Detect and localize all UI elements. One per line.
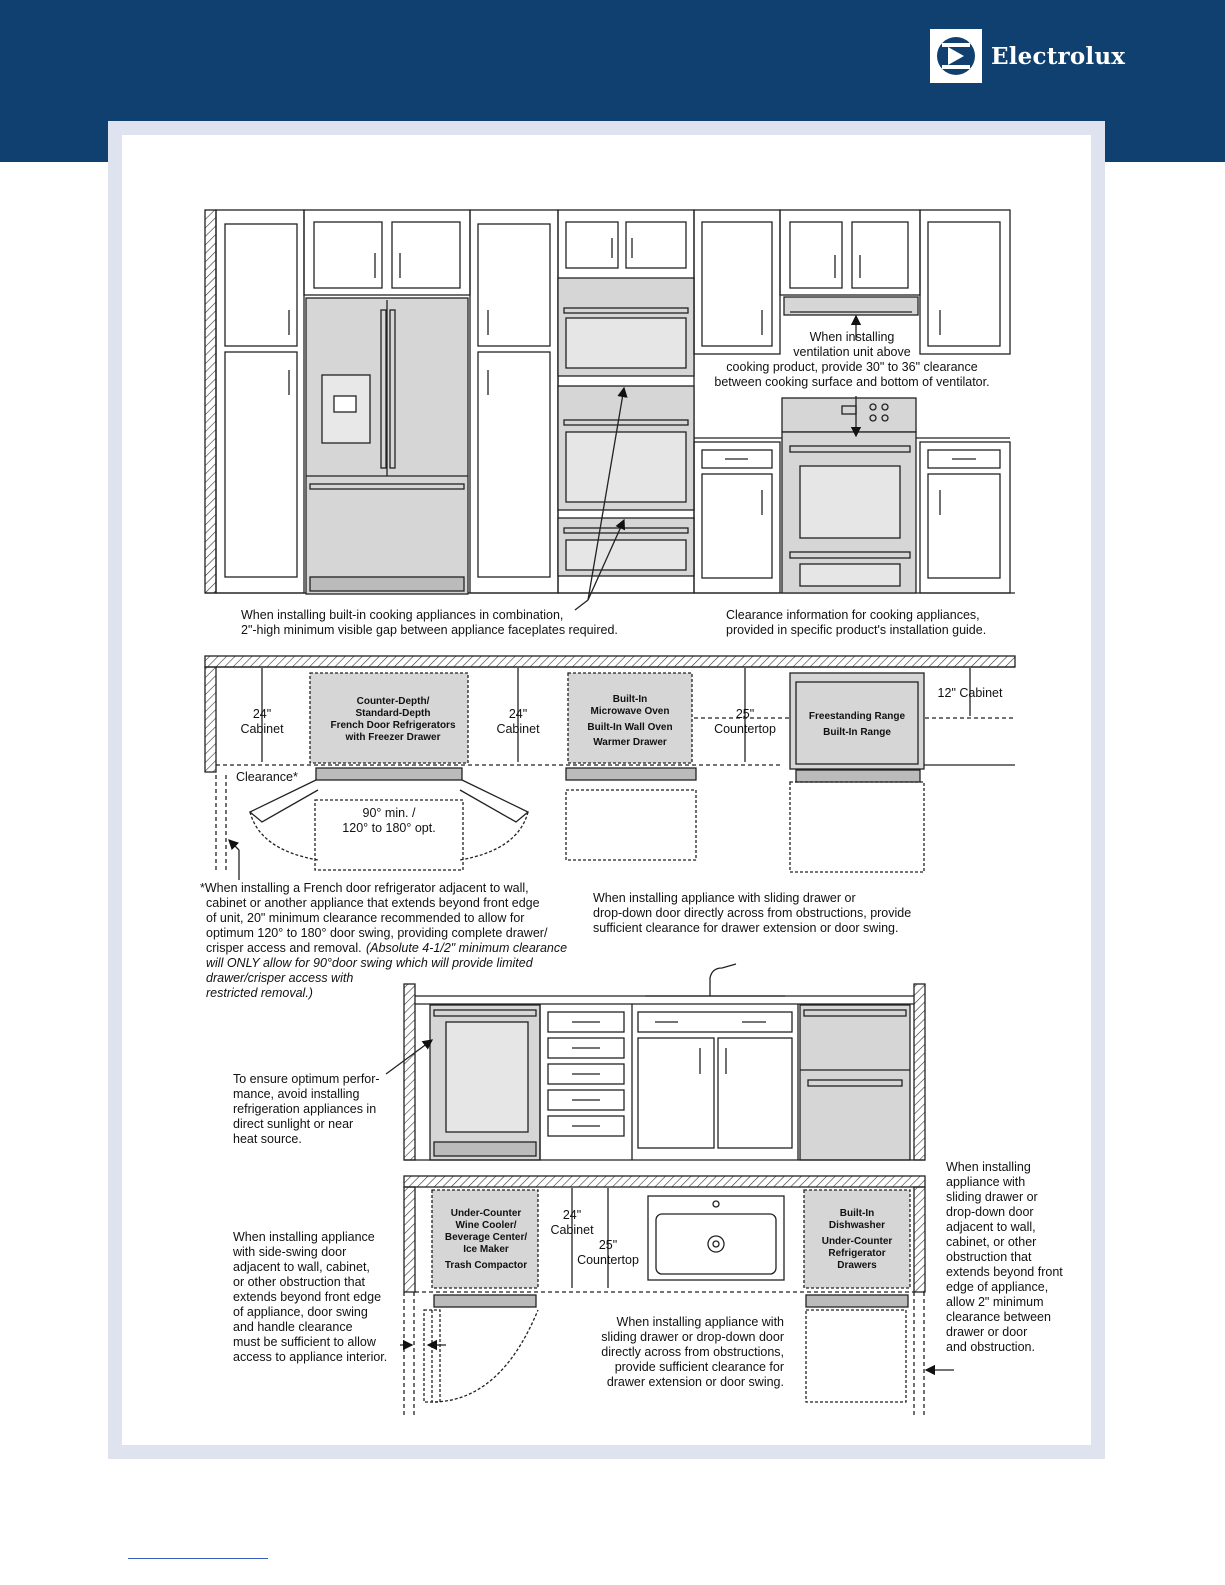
sliding-top-line-1: When installing appliance with sliding drawer or	[593, 891, 856, 905]
refrig-note-line-1: To ensure optimum perfor-	[233, 1072, 380, 1086]
uc-left-label-1: Under-Counter	[450, 1208, 522, 1219]
side-swing-line-6: of appliance, door swing	[233, 1305, 368, 1319]
uc-right-label-2: Dishwasher	[828, 1220, 886, 1231]
side-swing-line-4: or other obstruction that	[233, 1275, 366, 1289]
french-note-italic-1: (Absolute 4-1/2" minimum clearance	[366, 941, 568, 955]
brand-name: Electrolux	[991, 42, 1126, 70]
clearance-label: Clearance*	[236, 770, 298, 784]
sliding-note-bottom	[601, 1315, 784, 1389]
sliding-top-line-2: drop-down door directly across from obstructions, provide	[593, 906, 912, 920]
drawer-adj-line-2: appliance with	[946, 1175, 1026, 1189]
clearance-info-note	[726, 608, 986, 637]
french-note-line-1: *When installing a French door refrigerator adjacent to wall,	[200, 881, 529, 895]
combination-note	[241, 608, 618, 637]
combination-note-line-1: When installing built-in cooking appliances in combination,	[241, 608, 564, 622]
french-note-italic-3: drawer/crisper access with	[206, 971, 354, 985]
fridge-label-2: Standard-Depth	[355, 708, 431, 719]
undercounter-elevation	[386, 964, 925, 1160]
refrig-note-line-5: heat source.	[233, 1132, 302, 1146]
sliding-top-line-3: sufficient clearance for drawer extension or door swing.	[593, 921, 899, 935]
drawer-adj-line-9: edge of appliance,	[946, 1280, 1049, 1294]
countertop-25-dim: 25"	[735, 707, 755, 721]
drawer-adj-line-5: adjacent to wall,	[946, 1220, 1036, 1234]
side-swing-line-8: must be sufficient to allow	[233, 1335, 376, 1349]
drawer-adj-line-7: obstruction that	[946, 1250, 1032, 1264]
uc-left-label-4: Ice Maker	[463, 1244, 509, 1255]
drawer-adj-line-10: allow 2" minimum	[946, 1295, 1044, 1309]
uc-right-label-1: Built-In	[839, 1208, 875, 1219]
oven-label-3: Built-In Wall Oven	[587, 722, 673, 733]
combination-note-line-2: 2"-high minimum visible gap between appliance faceplates required.	[241, 623, 618, 637]
side-swing-line-3: adjacent to wall, cabinet,	[233, 1260, 370, 1274]
sliding-bottom-line-2: sliding drawer or drop-down door	[601, 1330, 784, 1344]
side-swing-line-1: When installing appliance	[233, 1230, 375, 1244]
clearance-info-line-2: provided in specific product's installation guide.	[726, 623, 987, 637]
sliding-bottom-line-5: drawer extension or door swing.	[606, 1375, 784, 1389]
kitchen-plan-top	[205, 656, 1015, 880]
door-swing-line-2: 120° to 180° opt.	[342, 821, 436, 835]
ventilation-note	[714, 330, 989, 389]
range-label-2: Built-In Range	[823, 727, 891, 738]
ventilation-note-line-3: cooking product, provide 30" to 36" clearance	[726, 360, 978, 374]
range-label-1: Freestanding Range	[808, 711, 906, 722]
oven-label-1: Built-In	[612, 694, 648, 705]
french-note-line-2: cabinet or another appliance that extends beyond front edge	[206, 896, 540, 910]
drawer-adj-line-12: drawer or door	[946, 1325, 1028, 1339]
refrig-note-line-4: direct sunlight or near	[233, 1117, 354, 1131]
uc-left-label-3: Beverage Center/	[444, 1232, 528, 1243]
french-note-line-4: optimum 120° to 180° door swing, providing complete drawer/	[206, 926, 548, 940]
refrigeration-note	[233, 1072, 380, 1146]
drawer-adj-line-6: cabinet, or other	[946, 1235, 1037, 1249]
drawer-adj-line-4: drop-down door	[946, 1205, 1034, 1219]
french-note-line-3: of unit, 20" minimum clearance recommended to allow for	[206, 911, 525, 925]
uc-cabinet-24-label: Cabinet	[550, 1223, 594, 1237]
drawer-adj-line-13: and obstruction.	[946, 1340, 1035, 1354]
uc-left-label-5: Trash Compactor	[444, 1260, 528, 1271]
fridge-label-4: with Freezer Drawer	[345, 732, 441, 743]
cabinet-24-left-dim: 24"	[252, 707, 272, 721]
door-swing-line-1: 90° min. /	[362, 806, 416, 820]
cabinet-24-left-label: Cabinet	[240, 722, 284, 736]
uc-cabinet-24-dim: 24"	[562, 1208, 582, 1222]
uc-right-label-5: Drawers	[837, 1260, 877, 1271]
ventilation-note-line-2: ventilation unit above	[793, 345, 911, 359]
sliding-note-top	[593, 891, 911, 935]
cabinet-24-right-dim: 24"	[508, 707, 528, 721]
cabinet-12-label: 12" Cabinet	[937, 686, 1003, 700]
footer-link-underline[interactable]	[128, 1558, 268, 1559]
fridge-label-1: Counter-Depth/	[356, 696, 430, 707]
ventilation-note-line-1: When installing	[809, 330, 895, 344]
sliding-bottom-line-4: provide sufficient clearance for	[614, 1360, 784, 1374]
fridge-label-3: French Door Refrigerators	[330, 720, 456, 731]
cabinet-24-right-label: Cabinet	[496, 722, 540, 736]
side-swing-line-2: with side-swing door	[233, 1245, 347, 1259]
refrig-note-line-3: refrigeration appliances in	[233, 1102, 377, 1116]
oven-label-2: Microwave Oven	[590, 706, 670, 717]
oven-label-4: Warmer Drawer	[593, 737, 667, 748]
drawer-adj-line-1: When installing	[946, 1160, 1031, 1174]
kitchen-elevation	[205, 210, 1015, 610]
side-swing-note	[232, 1230, 387, 1364]
french-note-italic-2: will ONLY allow for 90°door swing which will provide limited	[206, 956, 533, 970]
clearance-info-line-1: Clearance information for cooking appliances,	[726, 608, 980, 622]
drawer-adj-line-11: clearance between	[946, 1310, 1051, 1324]
side-swing-line-5: extends beyond front edge	[233, 1290, 382, 1304]
uc-countertop-25-dim: 25"	[598, 1238, 618, 1252]
drawer-adj-line-8: extends beyond front	[946, 1265, 1063, 1279]
uc-left-label-2: Wine Cooler/	[455, 1220, 517, 1231]
french-note-line-5: crisper access and removal.	[206, 941, 362, 955]
french-door-note	[200, 881, 567, 1000]
countertop-25-label: Countertop	[714, 722, 776, 736]
sliding-bottom-line-1: When installing appliance with	[616, 1315, 784, 1329]
uc-right-label-3: Under-Counter	[821, 1236, 893, 1247]
drawer-adjacent-note	[946, 1160, 1063, 1354]
ventilation-note-line-4: between cooking surface and bottom of ventilator.	[714, 375, 990, 389]
sliding-bottom-line-3: directly across from obstructions,	[601, 1345, 784, 1359]
side-swing-line-7: and handle clearance	[233, 1320, 353, 1334]
side-swing-line-9: access to appliance interior.	[233, 1350, 388, 1364]
french-note-italic-4: restricted removal.)	[206, 986, 313, 1000]
drawer-adj-line-3: sliding drawer or	[946, 1190, 1038, 1204]
uc-countertop-25-label: Countertop	[577, 1253, 639, 1267]
uc-right-label-4: Refrigerator	[828, 1248, 886, 1259]
refrig-note-line-2: mance, avoid installing	[233, 1087, 360, 1101]
